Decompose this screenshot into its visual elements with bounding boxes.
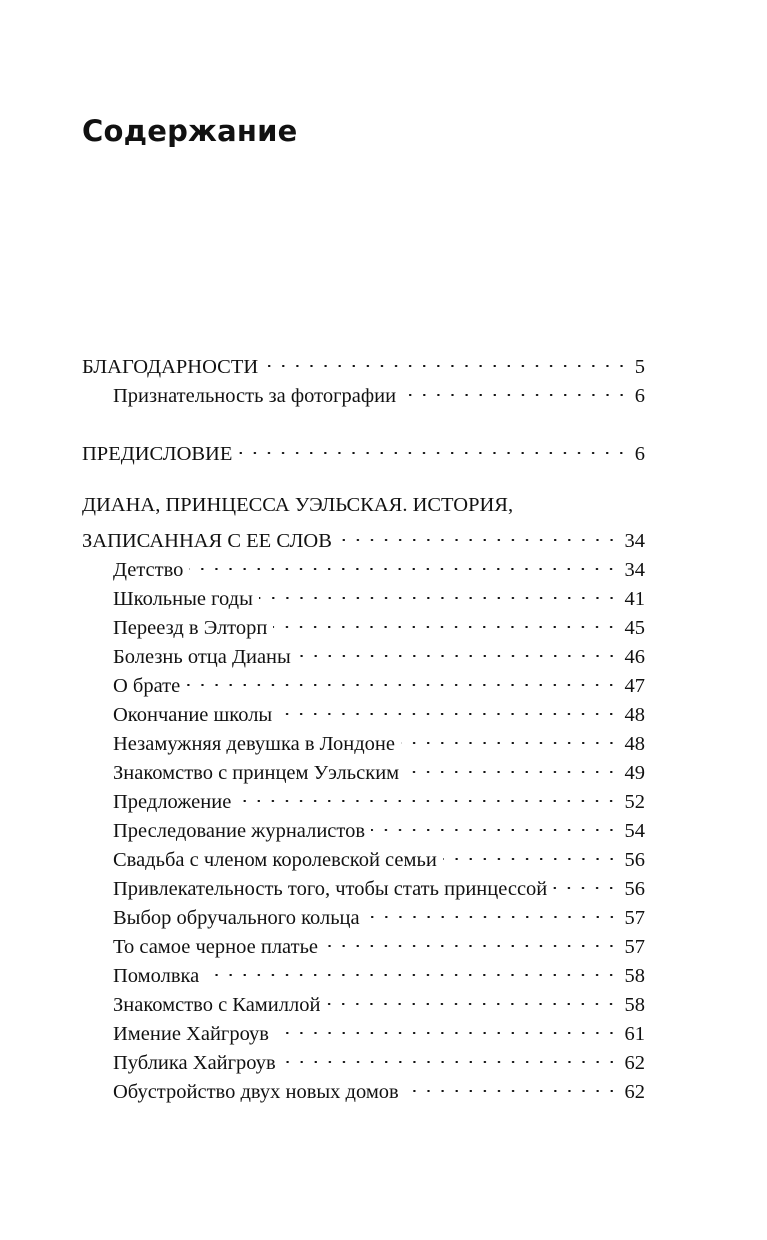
dot-leader (324, 927, 618, 953)
toc-page-number: 34 (624, 530, 645, 552)
dot-leader (366, 898, 619, 924)
toc-entry-title: Привлекательность того, чтобы стать принцессой (113, 878, 548, 900)
toc-entry-title: Переезд в Элторп (113, 617, 268, 639)
dot-leader (338, 521, 619, 547)
dot-leader (238, 434, 628, 460)
toc-page-number: 57 (624, 907, 645, 929)
toc-item[interactable] (113, 956, 645, 987)
toc-page-number: 6 (634, 385, 645, 407)
toc-item[interactable] (113, 782, 645, 813)
toc-entry-title: ДИАНА, ПРИНЦЕССА УЭЛЬСКАЯ. ИСТОРИЯ, (82, 494, 514, 516)
toc-page-number: 41 (624, 588, 645, 610)
toc-entry-title: Детство (113, 559, 184, 581)
dot-leader (205, 956, 618, 982)
dot-leader (326, 985, 618, 1011)
toc-entry-title: ПРЕДИСЛОВИЕ (82, 443, 233, 465)
toc-entry-title: БЛАГОДАРНОСТИ (82, 356, 259, 378)
toc-entry-title: ЗАПИСАННАЯ С ЕЕ СЛОВ (82, 530, 332, 552)
toc-item[interactable] (113, 724, 645, 755)
toc-entry-title: Обустройство двух новых домов (113, 1081, 399, 1103)
toc-entry-title: Знакомство с принцем Уэльским (113, 762, 400, 784)
toc-item[interactable] (113, 811, 645, 842)
toc-item[interactable] (113, 753, 645, 784)
toc-entry-title: Имение Хайгроув (113, 1023, 269, 1045)
toc-entry-title: Выбор обручального кольца (113, 907, 360, 929)
toc-item[interactable] (113, 1043, 645, 1074)
toc-item[interactable] (113, 1014, 645, 1045)
dot-leader (278, 695, 618, 721)
dot-leader (264, 347, 629, 373)
dot-leader (405, 1072, 619, 1098)
dot-leader (371, 811, 618, 837)
toc-item[interactable] (113, 985, 645, 1016)
toc-item[interactable] (113, 579, 645, 610)
dot-leader (402, 376, 629, 402)
toc-page-number: 48 (624, 704, 645, 726)
toc-item[interactable] (113, 840, 645, 871)
dot-leader (189, 550, 618, 576)
toc-item[interactable] (113, 869, 645, 900)
dot-leader (237, 782, 618, 808)
toc-entry-title: Незамужняя девушка в Лондоне (113, 733, 396, 755)
toc-page-number: 57 (624, 936, 645, 958)
toc-page-number: 45 (624, 617, 645, 639)
toc-page-number: 61 (624, 1023, 645, 1045)
toc-entry-title: Предложение (113, 791, 232, 813)
toc-page-number: 46 (624, 646, 645, 668)
toc-section-preface[interactable] (82, 434, 645, 465)
toc-section-diana-title-line1[interactable] (82, 492, 645, 518)
toc-page-number: 47 (624, 675, 645, 697)
toc-page-number: 6 (634, 443, 645, 465)
dot-leader (401, 724, 618, 750)
toc-page-number: 52 (624, 791, 645, 813)
toc-item[interactable] (113, 927, 645, 958)
toc-item[interactable] (113, 637, 645, 668)
toc-page-number: 62 (624, 1052, 645, 1074)
toc-entry-title: То самое черное платье (113, 936, 319, 958)
page-title: Содержание (82, 114, 298, 148)
toc-page-number: 56 (624, 849, 645, 871)
toc-item[interactable] (113, 666, 645, 697)
toc-entry-title: Болезнь отца Дианы (113, 646, 291, 668)
toc-entry-title: Помолвка (113, 965, 200, 987)
toc-item[interactable] (113, 898, 645, 929)
toc-entry-title: Публика Хайгроув (113, 1052, 276, 1074)
toc-entry-title: Свадьба с членом королевской семьи (113, 849, 437, 871)
toc-entry-title: Окончание школы (113, 704, 273, 726)
dot-leader (405, 753, 618, 779)
toc-item[interactable] (113, 695, 645, 726)
toc-page-number: 54 (624, 820, 645, 842)
toc-page-number: 5 (634, 356, 645, 378)
dot-leader (275, 1014, 619, 1040)
toc-entry-title: О брате (113, 675, 181, 697)
toc-page-number: 48 (624, 733, 645, 755)
toc-section-diana-title-line2[interactable] (82, 521, 645, 552)
toc-page-number: 34 (624, 559, 645, 581)
toc-entry-title: Знакомство с Камиллой (113, 994, 321, 1016)
toc-item[interactable] (113, 608, 645, 639)
dot-leader (259, 579, 619, 605)
dot-leader (553, 869, 618, 895)
toc-item-photo-credits[interactable] (113, 376, 645, 407)
dot-leader (273, 608, 618, 634)
toc-page-number: 58 (624, 994, 645, 1016)
toc-page-number: 58 (624, 965, 645, 987)
toc-item[interactable] (113, 1072, 645, 1103)
toc-page-number: 49 (624, 762, 645, 784)
dot-leader (282, 1043, 619, 1069)
dot-leader (186, 666, 618, 692)
toc-entry-title: Признательность за фотографии (113, 385, 397, 407)
dot-leader (297, 637, 619, 663)
toc-section-acknowledgements[interactable] (82, 347, 645, 378)
toc-page-number: 56 (624, 878, 645, 900)
toc-page-number: 62 (624, 1081, 645, 1103)
dot-leader (443, 840, 619, 866)
toc-entry-title: Преследование журналистов (113, 820, 366, 842)
toc-item[interactable] (113, 550, 645, 581)
toc-entry-title: Школьные годы (113, 588, 253, 610)
